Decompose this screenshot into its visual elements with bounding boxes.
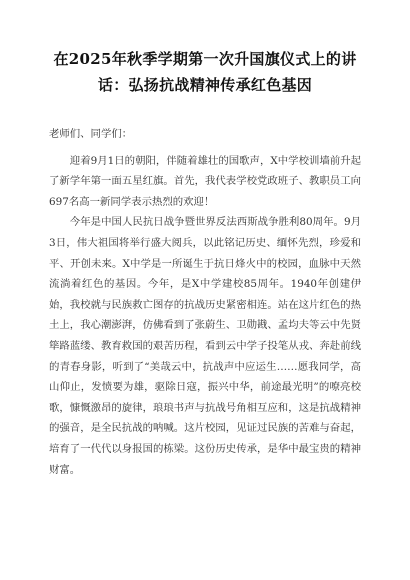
document-title: 在2025年秋季学期第一次升国旗仪式上的讲话：弘扬抗战精神传承红色基因 (53, 50, 357, 94)
paragraph-history: 今年是中国人民抗日战争暨世界反法西斯战争胜利80周年。9月3日，伟大祖国将举行盛大阅兵，以此铭记历史、缅怀先烈，珍爱和平、开创未来。X中学是一所诞生于抗日烽火中的校园，血脉中天然流淌着红色的基因。今年，是X中学建校85周年。1940年创建伊始，我校就与民族救亡图存的抗战历史紧密相连。站在这片红色的热土上，我心潮澎湃，仿佛看到了张蔚生、卫勋戡、孟均夫等云中先贤筚路蓝缕、教育救国的艰苦历程，看到云中学子投笔从戎、奔赴前线的青春身影，听到了“美哉云中，抗战声中应运生……愿我同学，高山仰止，发愤要为雄，驱除日寇，振兴中华，前途最光明”的嘹亮校歌，慷慨激昂的旋律，琅琅书声与抗战号角相互应和，这是抗战精神的强音，是全民抗战的呐喊。这片校园，见证过民族的苦难与奋起，培育了一代代以身报国的栋梁。这份历史传承，是华中最宝贵的精神财富。 (49, 216, 361, 476)
salutation: 老师们、同学们： (49, 128, 133, 140)
paragraph-welcome: 迎着9月1日的朝阳，伴随着雄壮的国歌声，X中学校训墙前升起了新学年第一面五星红旗。首先，我代表学校党政班子、教职员工向697名高一新同学表示热烈的欢迎！ (49, 154, 361, 208)
document-body (49, 124, 361, 480)
